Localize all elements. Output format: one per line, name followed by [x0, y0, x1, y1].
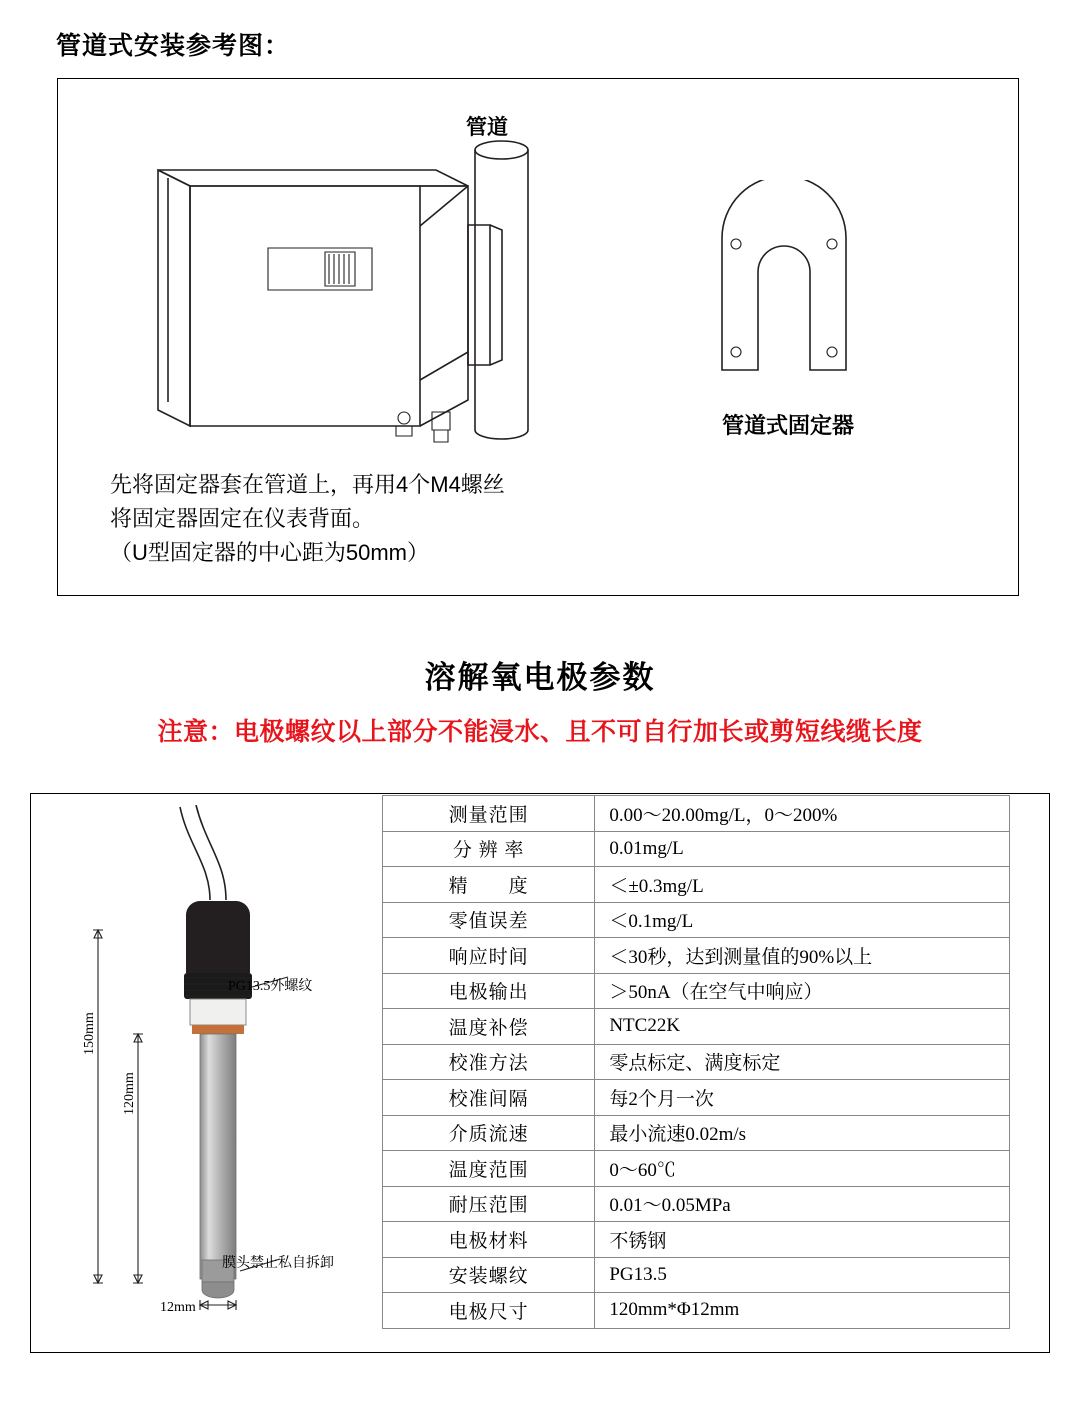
meter-pipe-illustration — [150, 130, 570, 450]
spec-table-body — [383, 796, 1010, 1329]
page-title: 管道式安装参考图： — [56, 32, 291, 60]
spec-key: 安装螺纹 — [383, 1257, 595, 1293]
electrode-diameter-label: 12mm — [160, 1300, 196, 1315]
install-note-line-3: （U型固定器的中心距为50mm） — [110, 540, 430, 565]
spec-key: 分 辨 率 — [383, 831, 595, 867]
spec-key: 温度补偿 — [383, 1009, 595, 1045]
table-row — [383, 1151, 1010, 1187]
pipe-holder-illustration — [710, 180, 890, 390]
install-note-line-1: 先将固定器套在管道上，再用4个M4螺丝 — [110, 472, 505, 497]
table-row — [383, 867, 1010, 903]
table-row — [383, 973, 1010, 1009]
spec-value: PG13.5 — [595, 1257, 1010, 1293]
spec-key: 耐压范围 — [383, 1186, 595, 1222]
spec-key: 温度范围 — [383, 1151, 595, 1187]
table-row — [383, 1044, 1010, 1080]
table-row — [383, 938, 1010, 974]
table-row — [383, 1257, 1010, 1293]
spec-key: 介质流速 — [383, 1115, 595, 1151]
table-row — [383, 1115, 1010, 1151]
spec-value: ＞50nA（在空气中响应） — [595, 973, 1010, 1009]
spec-key: 精 度 — [383, 867, 595, 903]
spec-key: 电极尺寸 — [383, 1293, 595, 1329]
spec-key: 电极输出 — [383, 973, 595, 1009]
spec-key: 校准间隔 — [383, 1080, 595, 1116]
electrode-total-length-label: 150mm — [82, 1012, 97, 1055]
spec-key: 零值误差 — [383, 902, 595, 938]
install-note-line-2: 将固定器固定在仪表背面。 — [110, 506, 375, 531]
spec-value: 0.00～20.00mg/L，0～200% — [595, 796, 1010, 832]
pipe-label: 管道 — [466, 116, 508, 139]
spec-value: 每2个月一次 — [595, 1080, 1010, 1116]
spec-value: 0.01～0.05MPa — [595, 1186, 1010, 1222]
spec-key: 测量范围 — [383, 796, 595, 832]
spec-key: 响应时间 — [383, 938, 595, 974]
spec-value: ＜0.1mg/L — [595, 902, 1010, 938]
electrode-spec-table — [382, 795, 1010, 1329]
table-row — [383, 1222, 1010, 1258]
table-row — [383, 796, 1010, 832]
spec-value: 0～60℃ — [595, 1151, 1010, 1187]
table-row — [383, 831, 1010, 867]
electrode-membrane-label: 膜头禁止私自拆卸 — [222, 1256, 334, 1271]
spec-key: 电极材料 — [383, 1222, 595, 1258]
spec-value: 0.01mg/L — [595, 831, 1010, 867]
spec-key: 校准方法 — [383, 1044, 595, 1080]
section-title-electrode-params: 溶解氧电极参数 — [424, 660, 656, 695]
table-row — [383, 1186, 1010, 1222]
spec-value: 不锈钢 — [595, 1222, 1010, 1258]
table-row — [383, 902, 1010, 938]
spec-value: 零点标定、满度标定 — [595, 1044, 1010, 1080]
electrode-thread-label: PG13.5外螺纹 — [228, 979, 313, 994]
spec-value: ＜30秒，达到测量值的90%以上 — [595, 938, 1010, 974]
table-row — [383, 1009, 1010, 1045]
install-note — [110, 468, 505, 570]
spec-value: NTC22K — [595, 1009, 1010, 1045]
table-row — [383, 1293, 1010, 1329]
electrode-body-length-label: 120mm — [122, 1072, 137, 1115]
table-row — [383, 1080, 1010, 1116]
spec-value: 最小流速0.02m/s — [595, 1115, 1010, 1151]
pipe-holder-label: 管道式固定器 — [722, 413, 855, 438]
warning-text: 注意：电极螺纹以上部分不能浸水、且不可自行加长或剪短线缆长度 — [157, 718, 923, 746]
spec-value: ＜±0.3mg/L — [595, 867, 1010, 903]
spec-value: 120mm*Φ12mm — [595, 1293, 1010, 1329]
